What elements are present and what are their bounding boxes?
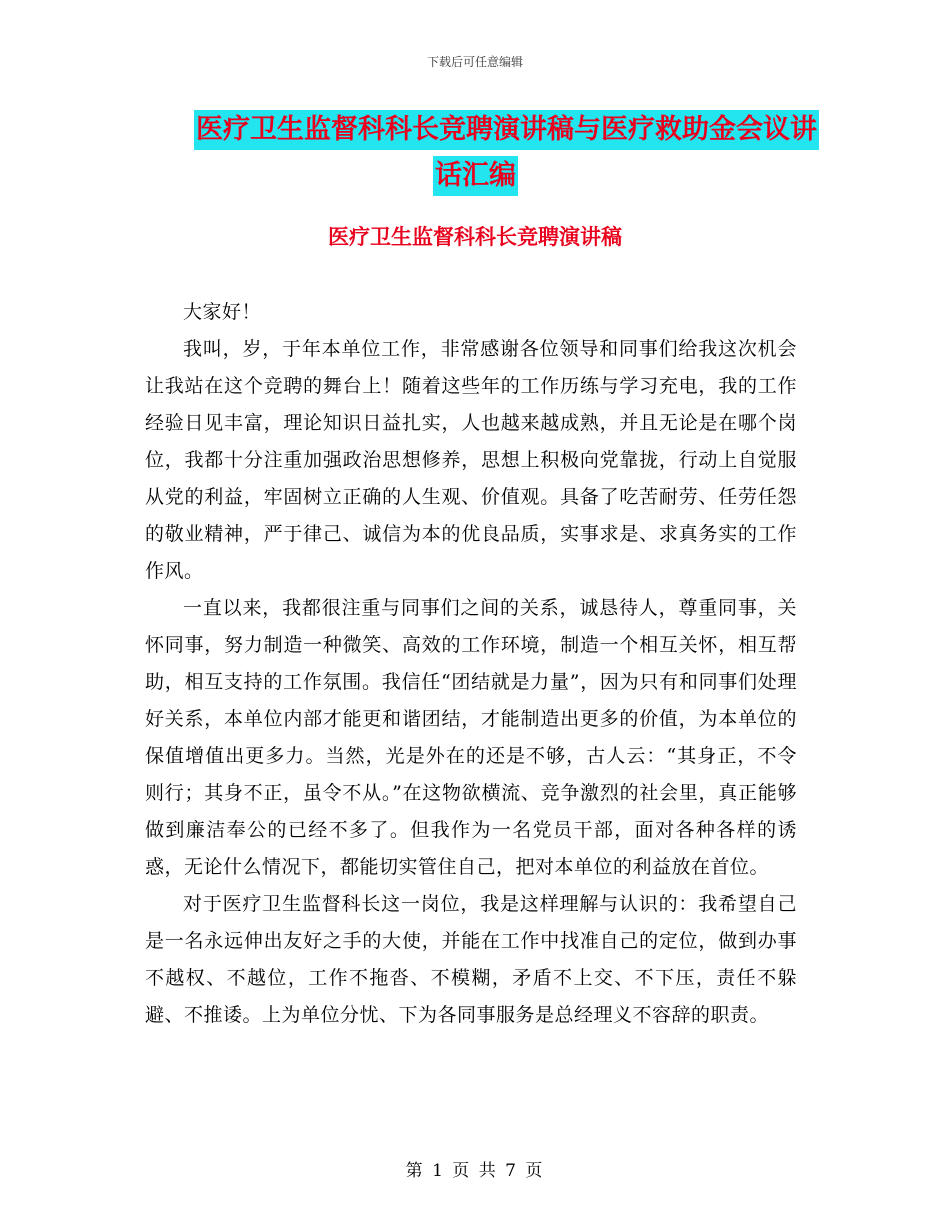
- title-line-1: 医疗卫生监督科科长竞聘演讲稿与医疗救助金会议讲: [194, 110, 819, 150]
- title-line-2: 话汇编: [433, 156, 518, 196]
- body-text: [145, 294, 797, 1034]
- paragraph: 大家好！: [183, 301, 262, 323]
- page-number: 第 1 页 共 7 页: [405, 1161, 545, 1181]
- section-heading: 医疗卫生监督科科长竞聘演讲稿: [328, 224, 622, 249]
- header-note: 下载后可任意编辑: [426, 55, 523, 69]
- paragraph: 我叫，岁，于年本单位工作，非常感谢各位领导和同事们给我这次机会让我站在这个竞聘的舞台上！随着这些年的工作历练与学习充电，我的工作经验日见丰富，理论知识日益扎实，人也越来越成熟，并且无论是在哪个岗位，我都十分注重加强政治思想修养，思想上积极向党靠拢，行动上自觉服从党的利益，牢固树立正确的人生观、价值观。具备了吃苦耐劳、任劳任怨的敬业精神，严于律己、诚信为本的优良品质，实事求是、求真务实的工作作风。: [145, 338, 797, 582]
- paragraph: 一直以来，我都很注重与同事们之间的关系，诚恳待人，尊重同事，关怀同事，努力制造一种微笑、高效的工作环境，制造一个相互关怀，相互帮助，相互支持的工作氛围。我信任“团结就是力量”，因为只有和同事们处理好关系，本单位内部才能更和谐团结，才能制造出更多的价值，为本单位的保值增值出更多力。当然，光是外在的还是不够，古人云：“其身正，不令则行；其身不正，虽令不从。”在这物欲横流、竞争激烈的社会里，真正能够做到廉洁奉公的已经不多了。但我作为一名党员干部，面对各种各样的诱惑，无论什么情况下，都能切实管住自己，把对本单位的利益放在首位。: [145, 597, 797, 878]
- paragraph: 对于医疗卫生监督科长这一岗位，我是这样理解与认识的：我希望自己是一名永远伸出友好之手的大使，并能在工作中找准自己的定位，做到办事不越权、不越位，工作不拖沓、不模糊，矛盾不上交、不下压，责任不躲避、不推诿。上为单位分忧、下为各同事服务是总经理义不容辞的职责。: [145, 893, 797, 1026]
